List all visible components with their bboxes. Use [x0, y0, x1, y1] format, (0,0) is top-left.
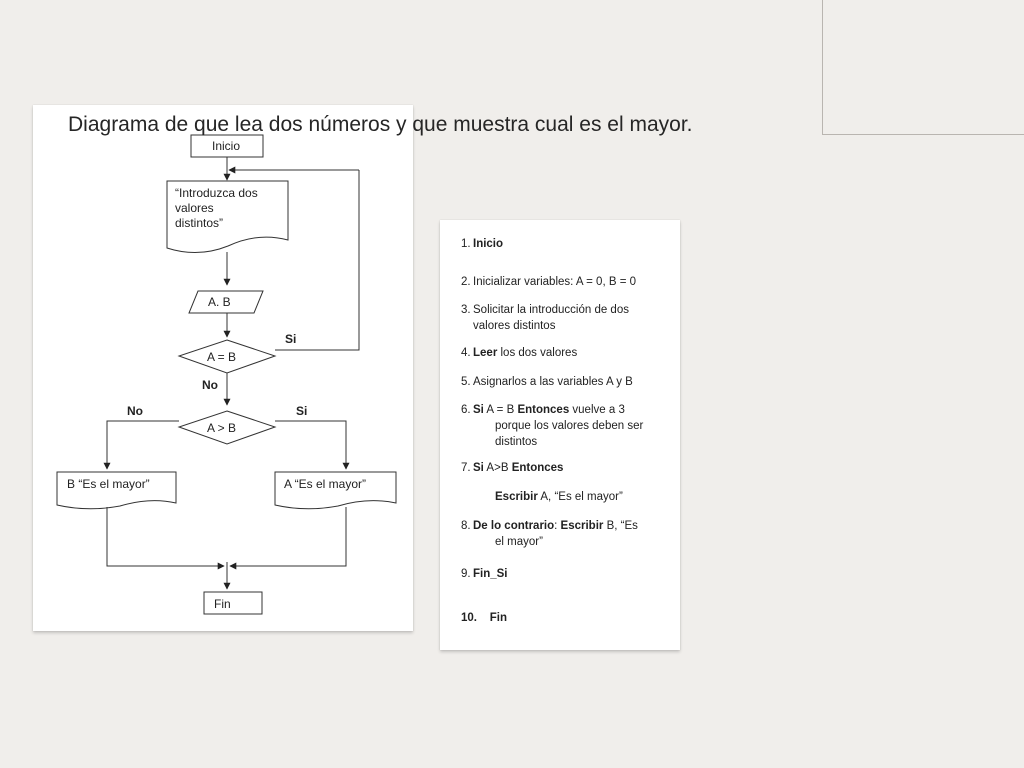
step-7: 7. Si A>B Entonces: [461, 462, 564, 474]
prompt-line-1: “Introduzca dos: [175, 186, 258, 200]
step-3: 3. Solicitar la introducción de dos valores distintos: [461, 304, 629, 332]
decision2-label: A > B: [207, 421, 237, 435]
end-box: [204, 592, 262, 614]
step-1: 1. Inicio: [461, 238, 504, 250]
slide-title: Diagrama de que lea dos números y que muestra cual es el mayor.: [68, 113, 693, 136]
output-left-label: B “Es el mayor”: [67, 477, 150, 491]
step-9: 9. Fin_Si: [461, 568, 508, 580]
decision1-label: A = B: [207, 350, 237, 364]
step-2: 2. Inicializar variables: A = 0, B = 0: [461, 276, 637, 288]
step-8: 8. De lo contrario: Escribir B, “Es el mayor”: [461, 520, 638, 548]
prompt-line-2: valores: [175, 201, 214, 215]
decision2-no-label: No: [127, 404, 143, 418]
prompt-line-3: distintos”: [175, 216, 224, 230]
step-5: 5. Asignarlos a las variables A y B: [461, 376, 633, 388]
output-right-label: A “Es el mayor”: [284, 477, 367, 491]
decision1-yes-label: Si: [285, 332, 297, 346]
step-10: 10. Fin: [461, 612, 508, 624]
end-label: Fin: [214, 597, 231, 611]
step-6: 6. Si A = B Entonces vuelve a 3 porque los valores deben ser distintos: [461, 404, 644, 448]
step-4: 4. Leer los dos valores: [461, 347, 578, 359]
step-7-write: Escribir A, “Es el mayor”: [495, 491, 623, 503]
decision1-no-label: No: [202, 378, 218, 392]
decision2-yes-label: Si: [296, 404, 308, 418]
start-label: Inicio: [212, 139, 241, 153]
input-label: A. B: [208, 295, 231, 309]
